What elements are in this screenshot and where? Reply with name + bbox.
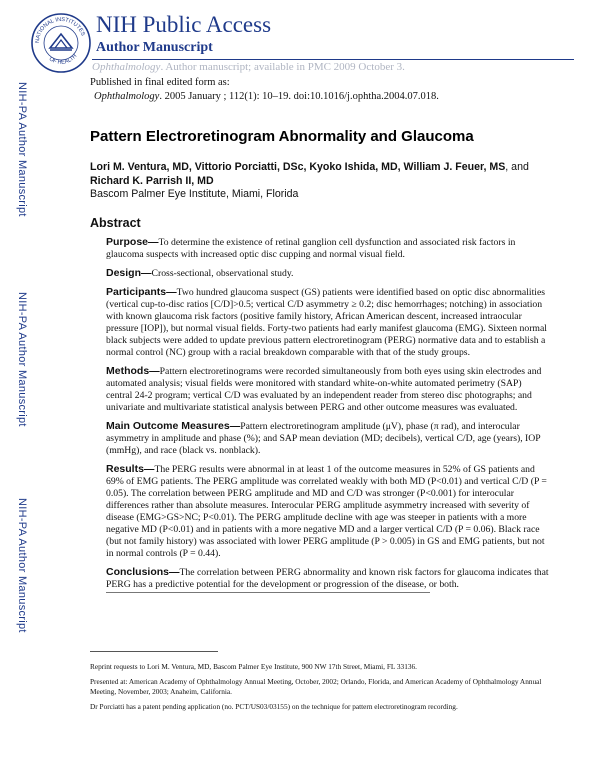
design-label: Design— xyxy=(106,266,152,279)
authors-and: , and xyxy=(505,161,529,173)
svg-text:NATIONAL INSTITUTES: NATIONAL INSTITUTES xyxy=(34,16,86,44)
authors-primary: Lori M. Ventura, MD, Vittorio Porciatti, DSc, Kyoko Ishida, MD, William J. Feuer, MS xyxy=(90,161,506,173)
citation-journal: Ophthalmology xyxy=(94,91,160,102)
abstract-body xyxy=(106,236,550,591)
article-content xyxy=(90,128,550,593)
availability-text: . Author manuscript; available in PMC 2009 October 3. xyxy=(160,61,405,73)
results-label: Results— xyxy=(106,462,155,475)
methods-label: Methods— xyxy=(106,364,160,377)
side-label-1: NIH-PA Author Manuscript xyxy=(16,82,28,217)
affiliation: Bascom Palmer Eye Institute, Miami, Florida xyxy=(90,188,299,200)
footnote-reprint: Reprint requests to Lori M. Ventura, MD, Bascom Palmer Eye Institute, 900 NW 17th Street, Miami, FL 33136. xyxy=(90,662,417,671)
side-label-2: NIH-PA Author Manuscript xyxy=(16,292,28,427)
footnote-presented: Presented at: American Academy of Ophthalmology Annual Meeting, October, 2002; Orlando, Florida, and American Academy of Ophthalmology Annual Meeting, November, 2003; Anaheim, California. xyxy=(90,677,542,696)
conclusions-text: The correlation between PERG abnormality and known risk factors for glaucoma indicates that PERG has a predictive potential for the development or progression of the disease, or both. xyxy=(106,566,549,590)
published-in-label: Published in final edited form as: xyxy=(90,77,230,88)
abstract-end-rule xyxy=(106,592,430,593)
results-text: The PERG results were abnormal in at least 1 of the outcome measures in 52% of GS patients and 69% of EMG patients. The PERG amplitude was correlated weakly with both MD (P<0.01) and vertical C/D (P = 0.05). The correlation between PERG amplitude and MD and C/D was stronger (P<0.001) for interocular differences rather than absolute measures. Interocular PERG amplitude asymmetry increased with severity of disease (EMG>GS>NC; P<0.01). The PERG amplitude decline with age was steeper in patients with a more negative MD (P<0.01) and in patients with a more negative MD and a larger vertical C/D (P = 0.06). Black race (but not family history) was associated with lower PERG amplitude (P > 0.005) in GS and EMG patients, but not in normal controls (P = 0.44). xyxy=(106,463,547,559)
citation-details: . 2005 January ; 112(1): 10–19. doi:10.1016/j.ophtha.2004.07.018. xyxy=(159,91,439,102)
author-manuscript-label: Author Manuscript xyxy=(96,40,213,55)
abstract-outcome-measures xyxy=(106,420,550,457)
abstract-heading: Abstract xyxy=(90,215,141,230)
abstract-design xyxy=(106,267,550,280)
footnotes xyxy=(90,662,556,717)
conclusions-label: Conclusions— xyxy=(106,565,180,578)
citation xyxy=(90,90,439,104)
design-text: Cross-sectional, observational study. xyxy=(151,267,294,279)
participants-label: Participants— xyxy=(106,285,177,298)
nih-seal-logo xyxy=(30,12,92,74)
availability-journal: Ophthalmology xyxy=(92,61,161,73)
abstract-participants xyxy=(106,286,550,359)
footnote-divider xyxy=(90,651,218,652)
svg-text:OF HEALTH: OF HEALTH xyxy=(47,53,79,66)
side-label-3: NIH-PA Author Manuscript xyxy=(16,498,28,633)
outcome-label: Main Outcome Measures— xyxy=(106,419,241,432)
purpose-label: Purpose— xyxy=(106,235,159,248)
abstract-results xyxy=(106,463,550,560)
abstract-purpose xyxy=(106,236,550,261)
article-title: Pattern Electroretinogram Abnormality and Glaucoma xyxy=(90,128,474,145)
authors-last: Richard K. Parrish II, MD xyxy=(90,174,214,187)
purpose-text: To determine the existence of retinal ganglion cell dysfunction and associated risk factors in glaucoma suspects with increased optic disc cupping and normal visual field. xyxy=(106,236,516,260)
methods-text: Pattern electroretinograms were recorded simultaneously from both eyes using skin electrodes and automated analysis; visual fields were monitored with standard white-on-white automated perimetry (SAP) central 24-2 program; vertical C/D was evaluated by an independent reader from stereo disc photographs; and univariate and multivariate statistical analysis between PERG and other outcome measures was evaluated. xyxy=(106,365,542,413)
outcome-text: Pattern electroretinogram amplitude (μV), phase (π rad), and interocular asymmetry in amplitude and phase (%); and SAP mean deviation (MD; decibels), vertical C/D, age (years), IOP (mmHg), and race (black vs. nonblack). xyxy=(106,420,541,456)
participants-text: Two hundred glaucoma suspect (GS) patients were identified based on optic disc abnormalities (vertical cup-to-disc ratios [C/D]>0.5; vertical C/D asymmetry ≥ 0.2; disc hemorrhages; notching) in association with known glaucoma risk factors (positive family history, African American descent, increased intraocular pressure [IOP]), but normal visual fields. Forty-two patients had early manifest glaucoma (EMG). Sixteen normal black subjects were added to update previous pattern electroretinogram (PERG) normative data and to establish a normal control (NC) group with a racial breakdown comparable with that of the study groups. xyxy=(106,286,547,358)
availability-line xyxy=(92,59,574,73)
author-list xyxy=(90,161,550,188)
publication-info xyxy=(90,76,439,104)
abstract-conclusions xyxy=(106,566,550,591)
abstract-methods xyxy=(106,365,550,414)
nih-public-access-title: NIH Public Access xyxy=(96,12,272,37)
footnote-patent: Dr Porciatti has a patent pending application (no. PCT/US03/03155) on the technique for pattern electroretinogram recording. xyxy=(90,702,458,711)
